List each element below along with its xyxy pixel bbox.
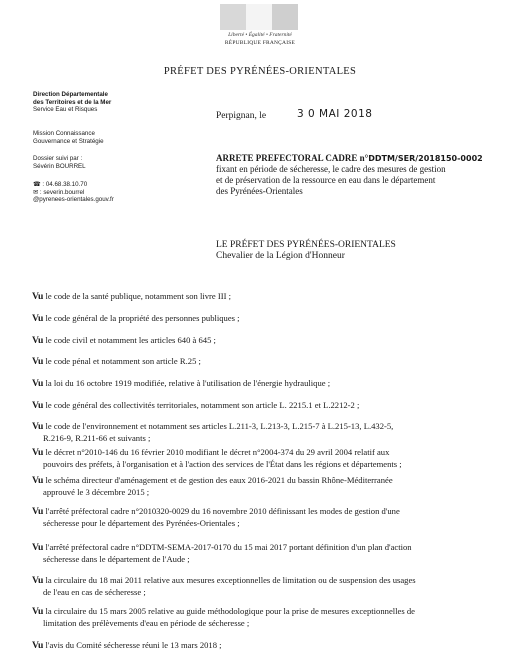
vu-item	[32, 575, 508, 598]
sidebar-direction	[33, 91, 193, 114]
arrete-line-2: et de préservation de la ressource en eau dans le département	[216, 175, 436, 185]
vu-item	[32, 400, 508, 412]
sidebar-dossier	[33, 155, 193, 170]
vu-text-cont: R.216-9, R.211-66 et suivants ;	[43, 432, 151, 443]
vu-keyword: Vu	[32, 475, 44, 486]
prefet-honour: Chevalier de la Légion d'Honneur	[216, 251, 345, 261]
vu-text: le décret n°2010-146 du 16 février 2010 modifiant le décret n°2004-374 du 29 avril 2004 relatif aux	[45, 447, 390, 457]
vu-text-cont: pouvoirs des préfets, à l'organisation et à l'action des services de l'État dans les régions et départements ;	[43, 458, 402, 469]
vu-text: le code de la santé publique, notamment son livre III ;	[45, 291, 231, 301]
vu-text: le code civil et notamment les articles 640 à 645 ;	[45, 335, 216, 345]
tricolor-flag-icon	[220, 4, 298, 30]
vu-text-cont: approuvé le 3 décembre 2015 ;	[43, 486, 150, 497]
arrete-line-3: des Pyrénées-Orientales	[216, 186, 303, 196]
vu-text: l'arrêté préfectoral cadre n°2010320-0029 du 16 novembre 2010 définissant les modes de gestion d'une	[45, 506, 400, 516]
vu-item	[32, 421, 508, 444]
vu-text: le code de l'environnement et notamment ses articles L.211-3, L.213-3, L.215-7 à L.215-13, L.432-5,	[45, 421, 394, 431]
vu-keyword: Vu	[32, 542, 44, 553]
vu-item	[32, 640, 508, 652]
vu-item	[32, 542, 508, 565]
vu-item	[32, 447, 508, 470]
prefecture-heading: PRÉFET DES PYRÉNÉES-ORIENTALES	[163, 66, 357, 77]
phone-number: ☎ : 04.68.38.10.70	[33, 181, 88, 188]
vu-text: l'avis du Comité sécheresse réuni le 13 mars 2018 ;	[45, 640, 222, 650]
vu-text: le schéma directeur d'aménagement et de gestion des eaux 2016-2021 du bassin Rhône-Méditerranée	[45, 475, 393, 485]
vu-keyword: Vu	[32, 400, 44, 411]
vu-item	[32, 378, 508, 390]
prefet-title: LE PRÉFET DES PYRÉNÉES-ORIENTALES	[216, 240, 396, 250]
vu-item	[32, 291, 508, 303]
date-place: Perpignan, le	[216, 111, 267, 121]
vu-keyword: Vu	[32, 313, 44, 324]
republic-motto: Liberté • Égalité • Fraternité	[228, 32, 292, 38]
vu-keyword: Vu	[32, 640, 44, 651]
vu-item	[32, 335, 508, 347]
dossier-label: Dossier suivi par :	[33, 155, 83, 162]
vu-text-cont: de l'eau en cas de sécheresse ;	[43, 586, 146, 597]
prefet-block	[216, 240, 396, 262]
arrete-title: ARRETE PREFECTORAL CADRE n°	[216, 153, 369, 163]
direction-line-2: des Territoires et de la Mer	[33, 98, 112, 106]
arrete-line-1: fixant en période de sécheresse, le cadre des mesures de gestion	[216, 164, 446, 174]
vu-text-cont: sécheresse pour le département des Pyrénées-Orientales ;	[43, 517, 240, 528]
service-name: Service Eau et Risques	[33, 106, 98, 114]
vu-text: la circulaire du 18 mai 2011 relative aux mesures exceptionnelles de limitation ou de suspension des usages	[45, 575, 416, 585]
vu-item	[32, 475, 508, 498]
republic-name: RÉPUBLIQUE FRANÇAISE	[224, 40, 296, 46]
mission-line-1: Mission Connaissance	[33, 130, 95, 137]
vu-keyword: Vu	[32, 378, 44, 389]
vu-text-cont: sécheresse dans le département de l'Aude ;	[43, 553, 190, 564]
vu-text: l'arrêté préfectoral cadre n°DDTM-SEMA-2017-0170 du 15 mai 2017 portant définition d'un plan d'action	[45, 542, 412, 552]
vu-keyword: Vu	[32, 606, 44, 617]
vu-keyword: Vu	[32, 506, 44, 517]
date-stamp: 3 0 MAI 2018	[297, 108, 373, 120]
vu-item	[32, 606, 508, 629]
vu-keyword: Vu	[32, 447, 44, 458]
email-line-1: ✉ : severin.bourrel	[33, 188, 85, 196]
vu-item	[32, 313, 508, 325]
vu-keyword: Vu	[32, 335, 44, 346]
email-line-2: @pyrenees-orientales.gouv.fr	[33, 196, 114, 204]
vu-item	[32, 506, 508, 529]
dossier-person: Sévérin BOURREL	[33, 162, 86, 170]
vu-text-cont: limitation des prélèvements d'eau en période de sécheresse ;	[43, 617, 250, 628]
vu-text: le code général de la propriété des personnes publiques ;	[45, 313, 240, 323]
vu-text: la circulaire du 15 mars 2005 relative au guide méthodologique pour la prise de mesures exceptionnelles de	[45, 606, 415, 616]
arrete-title-block	[216, 153, 516, 197]
arrete-number: DDTM/SER/2018150-0002	[368, 154, 483, 163]
vu-item	[32, 356, 508, 368]
vu-keyword: Vu	[32, 575, 44, 586]
mission-line-2: Gouvernance et Stratégie	[33, 137, 104, 145]
vu-keyword: Vu	[32, 356, 44, 367]
direction-line-1: Direction Départementale	[33, 91, 108, 98]
vu-keyword: Vu	[32, 421, 44, 432]
vu-text: le code pénal et notamment son article R.25 ;	[45, 356, 201, 366]
marianne-logo	[215, 4, 305, 52]
vu-text: le code général des collectivités territoriales, notamment son article L. 2215.1 et L.2212-2 ;	[45, 400, 360, 410]
vu-text: la loi du 16 octobre 1919 modifiée, relative à l'utilisation de l'énergie hydraulique ;	[45, 378, 331, 388]
vu-keyword: Vu	[32, 291, 44, 302]
sidebar-contact	[33, 181, 193, 204]
sidebar-mission	[33, 130, 193, 145]
